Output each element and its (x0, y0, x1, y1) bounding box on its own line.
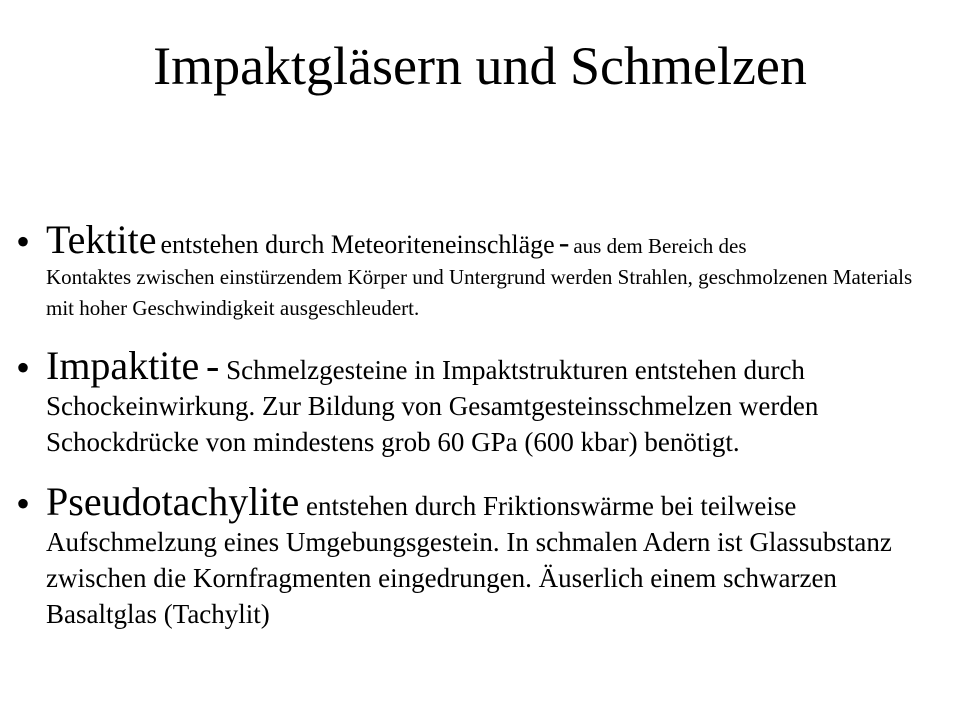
bullet-impaktite (0, 343, 920, 460)
bullet-inline-text: aus dem Bereich des (573, 234, 747, 258)
bullet-pseudotachylite (0, 479, 920, 632)
bullet-term: Tektite (46, 217, 157, 262)
bullet-inline-text: entstehen durch Friktionswärme bei teilweise (306, 491, 797, 521)
bullet-first-line (46, 479, 920, 524)
bullet-list (0, 217, 960, 632)
bullet-text (46, 217, 920, 324)
bullet-dot-icon: • (15, 345, 30, 390)
bullet-first-line (46, 343, 920, 388)
bullet-tektite (0, 217, 920, 324)
bullet-inline-text: Schmelzgesteine in Impaktstrukturen entstehen durch (226, 355, 805, 385)
bullet-dash: - (206, 343, 220, 388)
bullet-term: Impaktite (46, 343, 200, 388)
bullet-dash: - (558, 224, 570, 260)
bullet-text (46, 479, 920, 632)
bullet-rest-text: Kontaktes zwischen einstürzendem Körper und Untergrund werden Strahlen, geschmolzenen Materials mit hoher Geschwindigkeit ausgeschleudert. (46, 265, 913, 320)
bullet-dot-icon: • (15, 219, 30, 264)
slide-title: Impaktgläsern und Schmelzen (153, 36, 807, 96)
bullet-term: Pseudotachylite (46, 479, 300, 524)
bullet-rest-text: Schockeinwirkung. Zur Bildung von Gesamtgesteinsschmelzen werden Schockdrücke von mindestens grob 60 GPa (600 kbar) benötigt. (46, 391, 819, 457)
bullet-lead: entstehen durch Meteoriteneinschläge (160, 230, 555, 259)
bullet-dot-icon: • (15, 481, 30, 526)
bullet-text (46, 343, 920, 460)
bullet-rest-text: Aufschmelzung eines Umgebungsgestein. In schmalen Adern ist Glassubstanz zwischen die Kornfragmenten eingedrungen. Äuserlich einem schwarzen Basaltglas (Tachylit) (46, 527, 892, 629)
bullet-first-line (46, 217, 920, 262)
